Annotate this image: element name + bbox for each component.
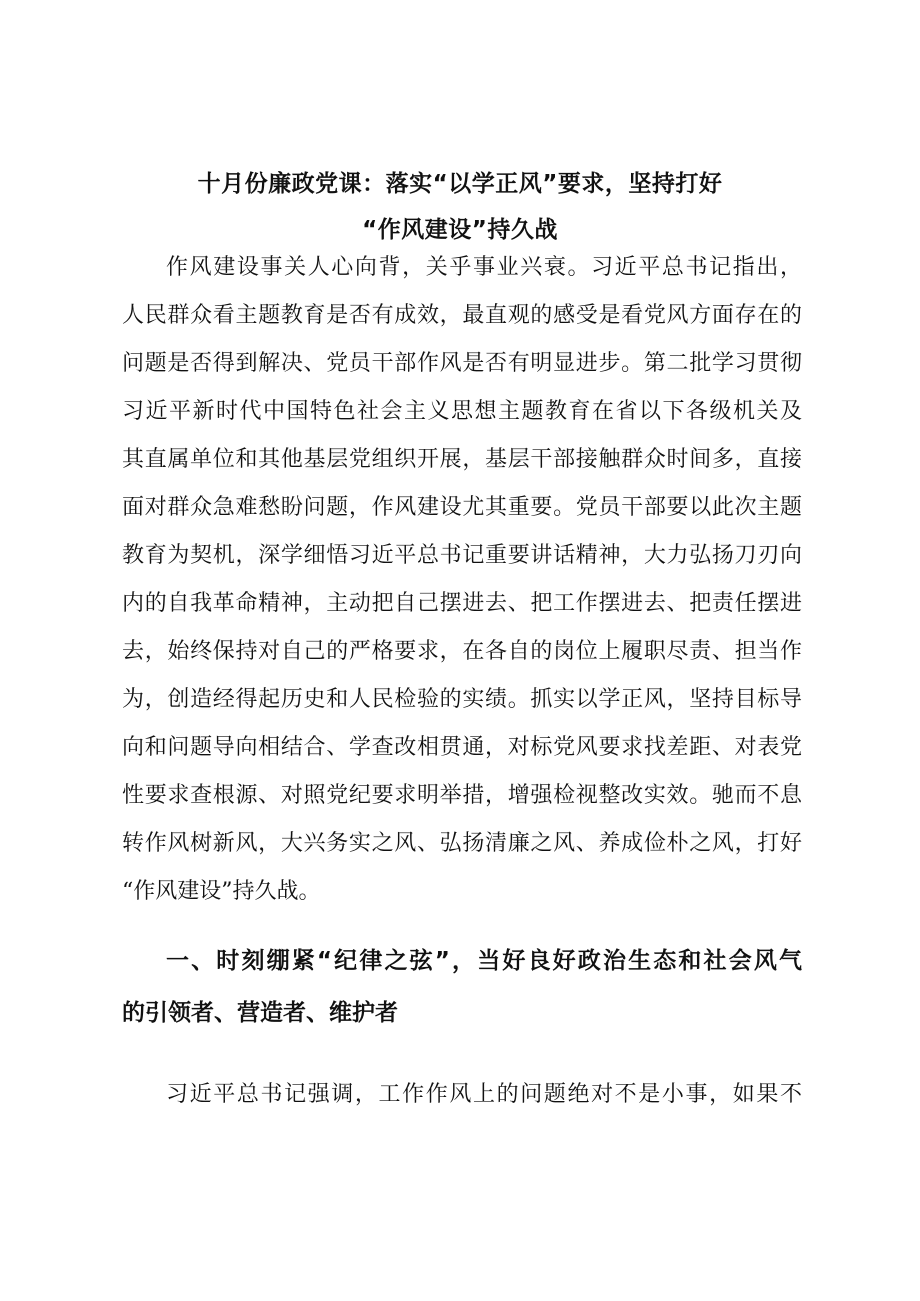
section-1-paragraph (122, 1071, 802, 1119)
paragraph-line: 人民群众看主题教育是否有成效，最直观的感受是看党风方面存在的 (122, 303, 802, 328)
paragraph-line: 教育为契机，深学细悟习近平总书记重要讲话精神，大力弘扬刀刃向 (122, 543, 802, 568)
document-title-line-2: “作风建设”持久战 (362, 217, 558, 243)
paragraph-line: 为，创造经得起历史和人民检验的实绩。抓实以学正风，坚持目标导 (122, 687, 802, 712)
paragraph-line: 转作风树新风，大兴务实之风、弘扬清廉之风、养成俭朴之风，打好 (122, 831, 802, 856)
document-title-line-1: 十月份廉政党课：落实“以学正风”要求，坚持打好 (197, 171, 723, 197)
paragraph-line: 问题是否得到解决、党员干部作风是否有明显进步。第二批学习贯彻 (122, 351, 802, 376)
paragraph-line: 向和问题导向相结合、学查改相贯通，对标党风要求找差距、对表党 (122, 735, 802, 760)
paragraph-line: 内的自我革命精神，主动把自己摆进去、把工作摆进去、把责任摆进 (122, 591, 802, 616)
paragraph-line: 性要求查根源、对照党纪要求明举措，增强检视整改实效。驰而不息 (122, 783, 802, 808)
intro-paragraph (122, 244, 802, 916)
paragraph-line: 其直属单位和其他基层党组织开展，基层干部接触群众时间多，直接 (122, 447, 802, 472)
paragraph-line: 习近平总书记强调，工作作风上的问题绝对不是小事，如果不 (166, 1082, 802, 1107)
paragraph-line: 习近平新时代中国特色社会主义思想主题教育在省以下各级机关及 (122, 399, 802, 424)
paragraph-line: 面对群众急难愁盼问题，作风建设尤其重要。党员干部要以此次主题 (122, 495, 802, 520)
heading-line: 的引领者、营造者、维护者 (122, 1000, 398, 1026)
section-1-heading (122, 935, 802, 1039)
paragraph-line: “作风建设”持久战。 (122, 879, 321, 904)
paragraph-line: 去，始终保持对自己的严格要求，在各自的岗位上履职尽责、担当作 (122, 639, 802, 664)
heading-line: 一、时刻绷紧“纪律之弦”，当好良好政治生态和社会风气 (166, 948, 802, 974)
paragraph-line: 作风建设事关人心向背，关乎事业兴衰。习近平总书记指出， (166, 255, 802, 280)
